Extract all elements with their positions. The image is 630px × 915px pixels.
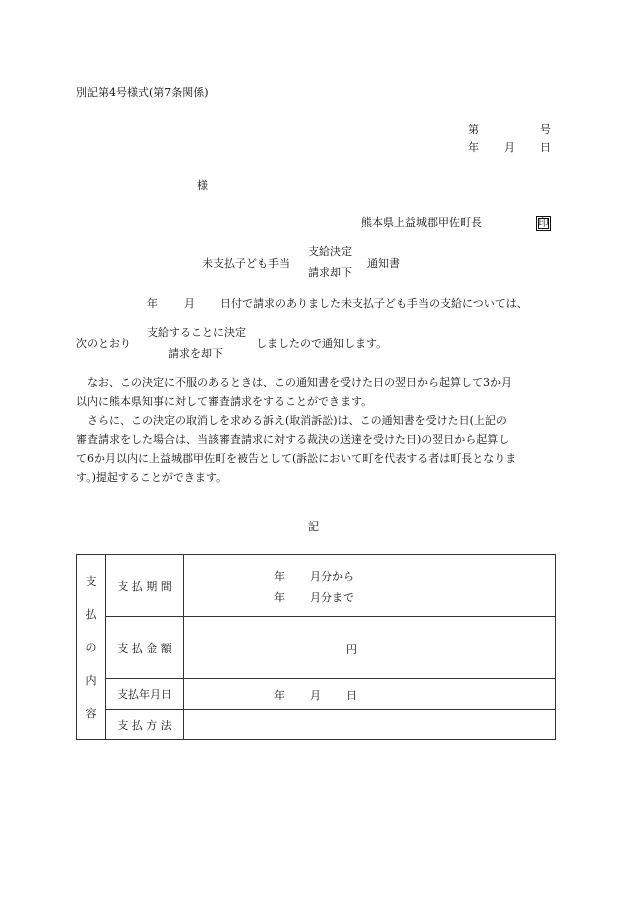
ki-heading: 記 [308, 520, 319, 533]
lawsuit-line: 審査請求をした場合は、当該審査請求に対する裁決の送達を受けた日)の翌日から起算し [76, 433, 510, 446]
payment-method-value[interactable] [184, 710, 556, 740]
payment-date-value[interactable] [184, 679, 556, 710]
amount-unit: 円 [346, 642, 357, 656]
appeal-line: なお、この決定に不服のあるときは、この通知書を受けた日の翌日から起算して3か月 [76, 376, 512, 389]
period-from-month: 月分から [310, 570, 354, 583]
document-number-suffix: 号 [540, 123, 551, 136]
period-to-year: 年 [274, 591, 285, 604]
body-option-reject: 請求を却下 [168, 347, 223, 360]
payment-date-label: 支払年月日 [106, 679, 184, 710]
body-line-2-suffix: しましたので通知します。 [256, 337, 388, 350]
payment-date-month: 月 [310, 689, 321, 702]
date-month: 月 [504, 141, 515, 154]
heading-char: 容 [85, 706, 97, 720]
notice-title-suffix: 通知書 [367, 257, 400, 270]
sender-name: 熊本県上益城郡甲佐町長 [361, 216, 482, 229]
heading-char: 支 [85, 574, 97, 588]
date-day: 日 [540, 141, 551, 154]
payment-amount-value[interactable] [184, 617, 556, 679]
notice-title-prefix: 未支払子ども手当 [202, 257, 290, 270]
lawsuit-paragraph [76, 411, 556, 487]
lawsuit-line: て6か月以内に上益城郡甲佐町を被告として(訴訟において町を代表する者は町長となりま [76, 452, 517, 465]
notice-title-option-approve: 支給決定 [308, 245, 352, 258]
payment-details-table [76, 554, 556, 740]
official-seal: 印 [536, 216, 551, 231]
payment-content-heading [77, 555, 106, 740]
heading-char: 払 [85, 607, 97, 621]
period-from-year: 年 [274, 570, 285, 583]
body-month: 月 [184, 297, 195, 310]
addressee-suffix: 様 [197, 179, 208, 192]
period-to-month: 月分まで [310, 591, 354, 604]
body-line-2-prefix: 次のとおり [76, 337, 131, 350]
payment-period-label: 支 払 期 間 [106, 555, 184, 617]
form-label: 別記第4号様式(第7条関係) [76, 86, 209, 99]
appeal-paragraph [76, 373, 556, 411]
heading-char: の [85, 640, 97, 654]
appeal-line: 以内に熊本県知事に対して審査請求をすることができます。 [76, 395, 373, 408]
lawsuit-line: す。)提起することができます。 [76, 471, 228, 484]
heading-char: 内 [85, 673, 97, 687]
body-option-decide: 支給することに決定 [147, 326, 246, 339]
notice-title-option-reject: 請求却下 [308, 266, 352, 279]
date-year: 年 [468, 141, 479, 154]
payment-method-label: 支 払 方 法 [106, 710, 184, 740]
payment-amount-label: 支 払 金 額 [106, 617, 184, 679]
payment-date-year: 年 [274, 689, 285, 702]
document-number-prefix: 第 [468, 123, 479, 136]
lawsuit-line: さらに、この決定の取消しを求める訴え(取消訴訟)は、この通知書を受けた日(上記の [76, 414, 507, 427]
payment-date-day: 日 [346, 689, 357, 702]
body-year: 年 [147, 297, 158, 310]
payment-period-value[interactable] [184, 555, 556, 617]
body-line-1: 日付で請求のありました未支払子ども手当の支給については、 [220, 297, 528, 310]
